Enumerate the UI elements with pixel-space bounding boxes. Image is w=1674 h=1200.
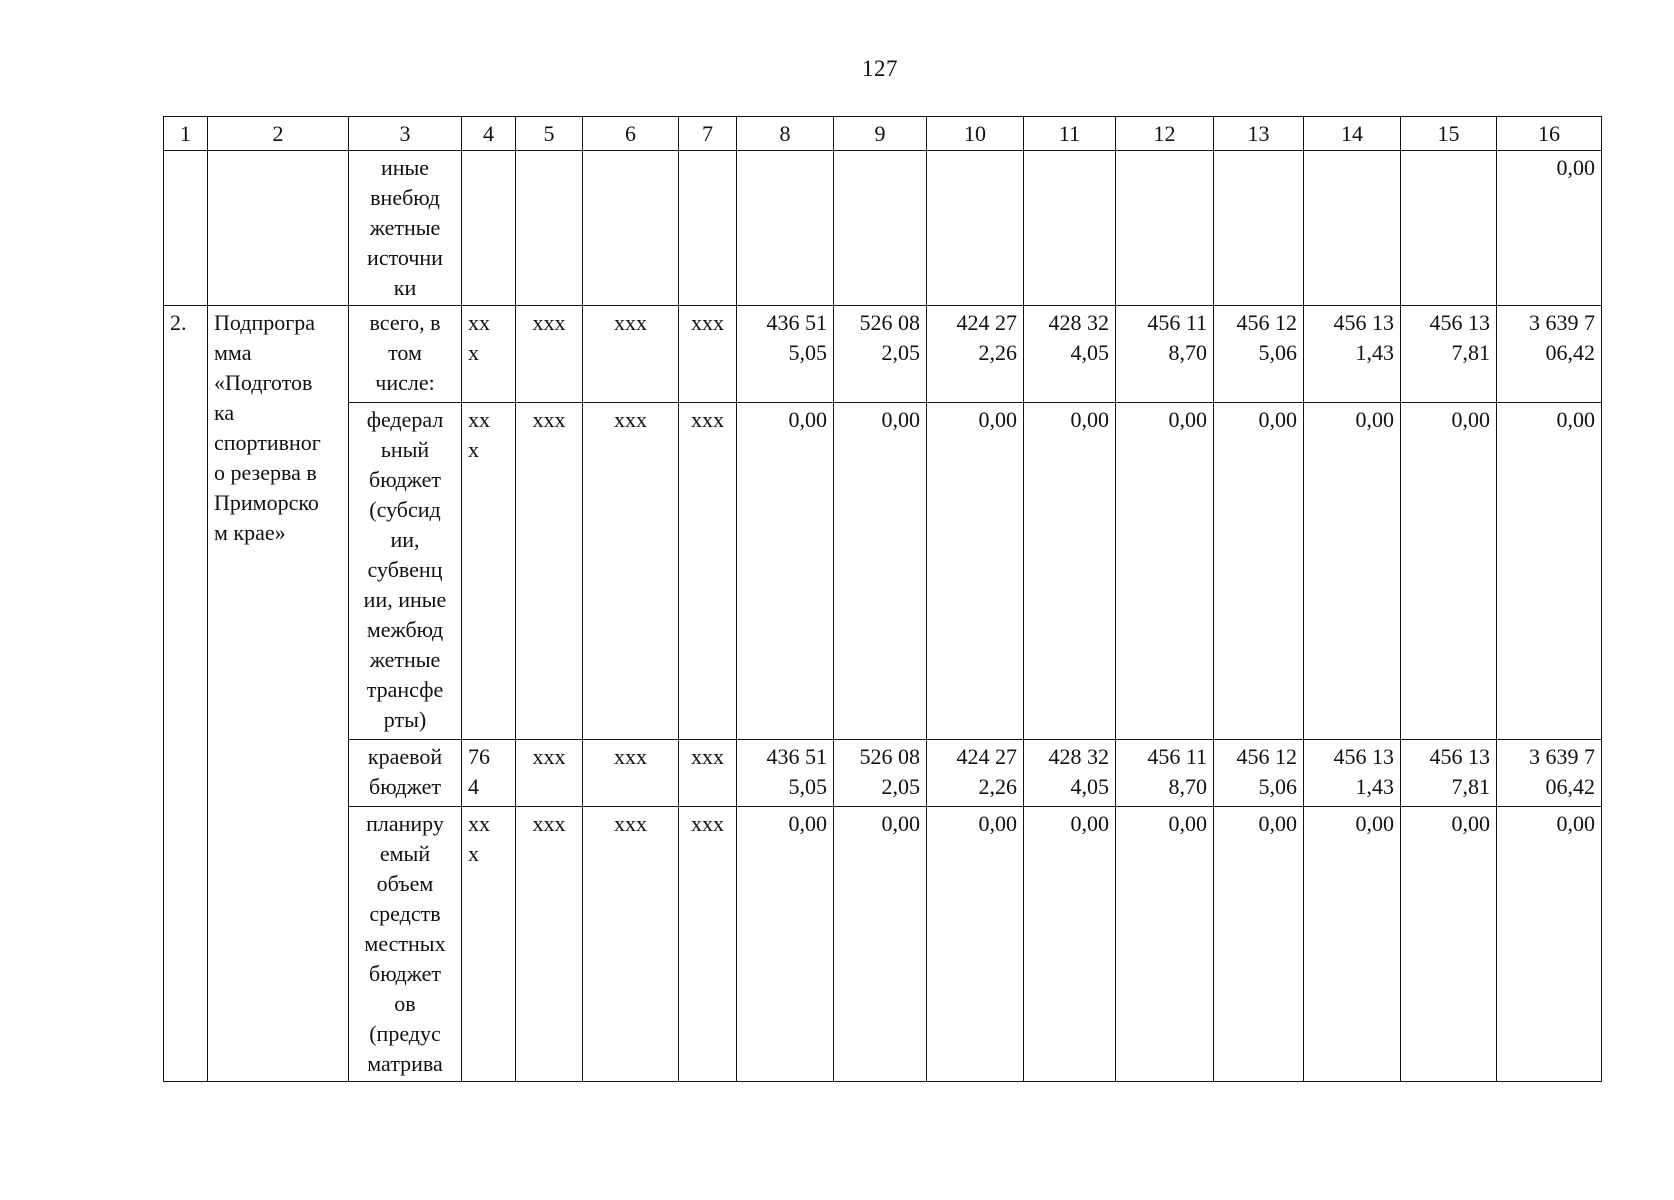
total-amount-cell: 0,00 (1497, 807, 1602, 1082)
funding-source-cell: всего, в том числе: (349, 306, 462, 403)
amount-cell: 0,00 (1214, 403, 1304, 740)
amount-cell: 456 13 7,81 (1401, 740, 1497, 807)
budget-table (163, 116, 1602, 1082)
total-amount-cell: 3 639 7 06,42 (1497, 306, 1602, 403)
program-name-cell (208, 151, 349, 306)
header-cell: 3 (349, 117, 462, 151)
header-cell: 16 (1497, 117, 1602, 151)
header-cell: 13 (1214, 117, 1304, 151)
amount-cell (834, 151, 927, 306)
amount-cell: 0,00 (1116, 807, 1214, 1082)
header-cell: 1 (164, 117, 208, 151)
table-row (164, 151, 1602, 306)
code-cell: ххх (679, 740, 737, 807)
amount-cell (1024, 151, 1116, 306)
amount-cell (1401, 151, 1497, 306)
amount-cell: 456 13 1,43 (1304, 740, 1401, 807)
code-cell (516, 151, 583, 306)
header-cell: 9 (834, 117, 927, 151)
amount-cell: 0,00 (1304, 807, 1401, 1082)
table-row (164, 403, 1602, 740)
funding-source-cell: краевой бюджет (349, 740, 462, 807)
amount-cell: 456 11 8,70 (1116, 740, 1214, 807)
header-cell: 8 (737, 117, 834, 151)
code-cell: хх х (462, 403, 516, 740)
amount-cell: 0,00 (737, 403, 834, 740)
table-row (164, 306, 1602, 403)
amount-cell: 0,00 (1024, 403, 1116, 740)
amount-cell: 428 32 4,05 (1024, 306, 1116, 403)
amount-cell: 526 08 2,05 (834, 740, 927, 807)
header-cell: 4 (462, 117, 516, 151)
amount-cell (1304, 151, 1401, 306)
header-cell: 10 (927, 117, 1024, 151)
row-number-cell: 2. (164, 306, 208, 1082)
row-number-cell (164, 151, 208, 306)
amount-cell: 526 08 2,05 (834, 306, 927, 403)
code-cell: ххх (583, 306, 679, 403)
program-name-cell: Подпрогра мма «Подготов ка спортивног о резерва в Приморско м крае» (208, 306, 349, 1082)
amount-cell: 456 13 1,43 (1304, 306, 1401, 403)
amount-cell: 0,00 (737, 807, 834, 1082)
code-cell: ххх (583, 807, 679, 1082)
code-cell: 76 4 (462, 740, 516, 807)
header-cell: 6 (583, 117, 679, 151)
amount-cell: 436 51 5,05 (737, 740, 834, 807)
amount-cell: 0,00 (1304, 403, 1401, 740)
header-cell: 11 (1024, 117, 1116, 151)
amount-cell: 424 27 2,26 (927, 306, 1024, 403)
funding-source-cell: иные внебюд жетные источни ки (349, 151, 462, 306)
amount-cell: 0,00 (834, 807, 927, 1082)
funding-source-cell: федерал ьный бюджет (субсид ии, субвенц ии, иные межбюд жетные трансфе рты) (349, 403, 462, 740)
code-cell: ххх (516, 807, 583, 1082)
header-cell: 15 (1401, 117, 1497, 151)
header-row (164, 117, 1602, 151)
total-amount-cell: 0,00 (1497, 403, 1602, 740)
amount-cell: 424 27 2,26 (927, 740, 1024, 807)
amount-cell: 0,00 (1401, 807, 1497, 1082)
code-cell: ххх (516, 403, 583, 740)
header-cell: 7 (679, 117, 737, 151)
amount-cell: 428 32 4,05 (1024, 740, 1116, 807)
code-cell: ххх (679, 807, 737, 1082)
code-cell: ххх (583, 403, 679, 740)
header-cell: 14 (1304, 117, 1401, 151)
code-cell (583, 151, 679, 306)
code-cell: хх х (462, 807, 516, 1082)
code-cell: ххх (583, 740, 679, 807)
amount-cell: 0,00 (1024, 807, 1116, 1082)
amount-cell: 0,00 (927, 403, 1024, 740)
code-cell: ххх (516, 740, 583, 807)
amount-cell (1214, 151, 1304, 306)
table-row (164, 807, 1602, 1082)
page-number: 127 (862, 56, 898, 81)
amount-cell: 456 13 7,81 (1401, 306, 1497, 403)
funding-source-cell: планиру емый объем средств местных бюджет ов (предус матрива (349, 807, 462, 1082)
code-cell: ххх (679, 403, 737, 740)
header-cell: 12 (1116, 117, 1214, 151)
code-cell (679, 151, 737, 306)
amount-cell: 0,00 (927, 807, 1024, 1082)
amount-cell: 0,00 (1214, 807, 1304, 1082)
amount-cell (737, 151, 834, 306)
header-cell: 2 (208, 117, 349, 151)
header-cell: 5 (516, 117, 583, 151)
total-amount-cell: 0,00 (1497, 151, 1602, 306)
amount-cell (927, 151, 1024, 306)
amount-cell: 456 11 8,70 (1116, 306, 1214, 403)
amount-cell: 456 12 5,06 (1214, 306, 1304, 403)
amount-cell (1116, 151, 1214, 306)
amount-cell: 436 51 5,05 (737, 306, 834, 403)
code-cell: ххх (516, 306, 583, 403)
code-cell (462, 151, 516, 306)
amount-cell: 0,00 (1116, 403, 1214, 740)
code-cell: ххх (679, 306, 737, 403)
amount-cell: 456 12 5,06 (1214, 740, 1304, 807)
amount-cell: 0,00 (1401, 403, 1497, 740)
table-row (164, 740, 1602, 807)
code-cell: хх х (462, 306, 516, 403)
total-amount-cell: 3 639 7 06,42 (1497, 740, 1602, 807)
amount-cell: 0,00 (834, 403, 927, 740)
